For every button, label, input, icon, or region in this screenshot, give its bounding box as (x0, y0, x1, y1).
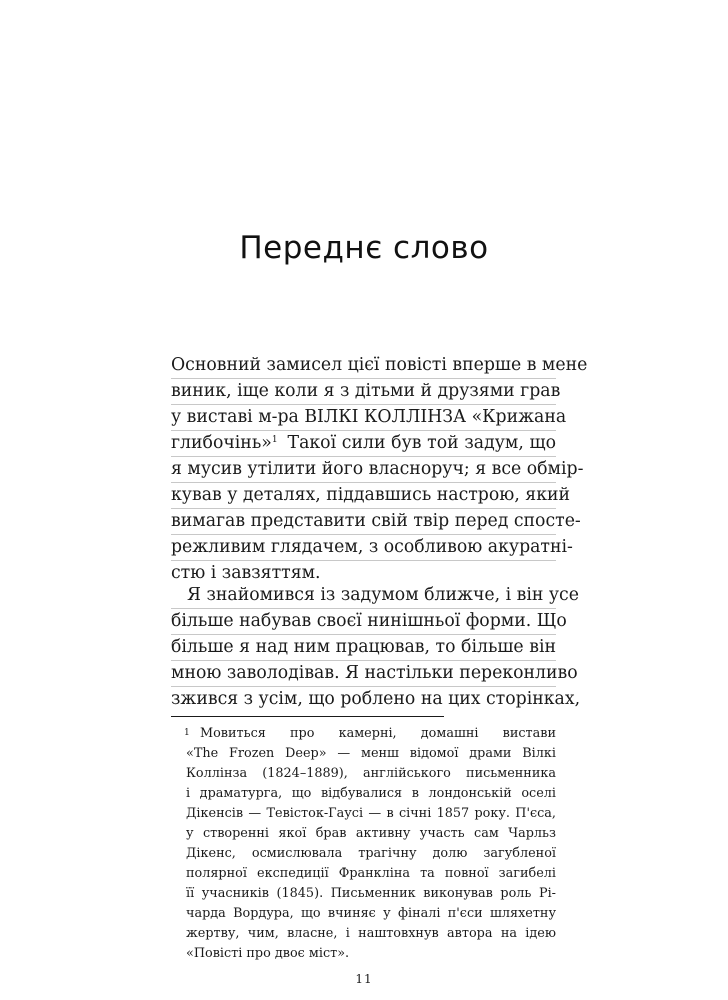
text-fragment (171, 430, 278, 456)
text-line: у виставі м-ра ВІЛКІ КОЛЛІНЗА «Крижана (171, 404, 556, 431)
footnote-line: жертву, чим, власне, і наштовхнув автора на ідею (186, 926, 556, 941)
text-line: мною заволодівав. Я настільки переконливо (171, 660, 556, 687)
text-fragment-end: Такої сили був той задум, що (287, 433, 556, 453)
text-line: Основний замисел цієї повісті вперше в мене (171, 352, 556, 379)
text-line: я мусив утілити його власноруч; я все обмір- (171, 456, 556, 483)
text-line: виник, іще коли я з дітьми й друзями грав (171, 378, 556, 405)
footnote-divider (171, 716, 444, 717)
page-number: 11 (355, 972, 373, 986)
text-line: стю і завзяттям. (171, 563, 321, 583)
text-line (171, 430, 556, 457)
footnote-line: «Повісті про двоє міст». (186, 946, 350, 961)
footnote-line: полярної експедиції Франкліна та повної загибелі (186, 866, 556, 881)
text-line: кував у деталях, піддавшись настрою, який (171, 482, 556, 509)
text-line: більше я над ним працював, то більше він (171, 634, 556, 661)
text-line: вимагав представити свій твір перед спосте- (171, 508, 556, 535)
text-line: Я знайомився із задумом ближче, і він усе (171, 582, 556, 609)
footnote-line: Мовиться про камерні, домашні вистави (200, 726, 556, 741)
footnote-reference[interactable]: 1 (271, 435, 278, 445)
text-fragment-start: глибочінь» (171, 433, 272, 453)
text-line: режливим глядачем, з особливою акуратні- (171, 534, 556, 561)
footnote-line: Дікенсів — Тевісток-Гаусі — в січні 1857 року. П'єса, (186, 806, 556, 821)
footnote-marker: 1 (184, 728, 190, 738)
footnote-line: і драматурга, що відбувалися в лондонській оселі (186, 786, 556, 801)
footnote-line: у створенні якої брав активну участь сам Чарльз (186, 826, 556, 841)
chapter-title: Переднє слово (239, 230, 489, 266)
footnote-line: чарда Вордура, що вчиняє у фіналі п'єси шляхетну (186, 906, 556, 921)
footnote-line: Дікенс, осмислювала трагічну долю загубленої (186, 846, 556, 861)
footnote-line: Коллінза (1824–1889), англійського письменника (186, 766, 556, 781)
footnote-line: «The Frozen Deep» — менш відомої драми Вілкі (186, 746, 556, 761)
text-line: більше набував своєї нинішньої форми. Що (171, 608, 556, 635)
text-line: зжився з усім, що роблено на цих сторінках, (171, 689, 581, 709)
footnote-line: її учасників (1845). Письменник виконував роль Рі- (186, 886, 556, 901)
